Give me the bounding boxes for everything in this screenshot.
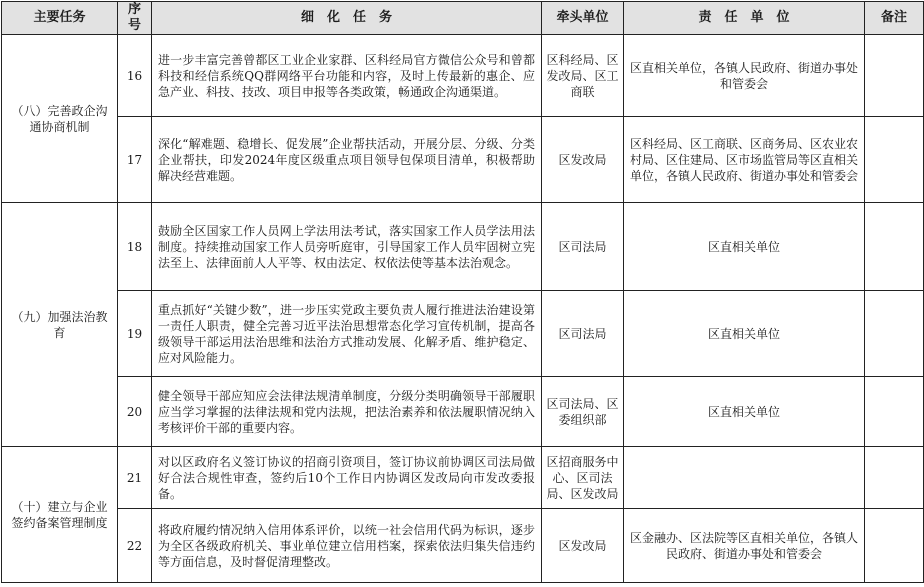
lead-unit-cell: 区司法局 — [542, 203, 624, 291]
lead-unit-cell: 区司法局、区委组织部 — [542, 377, 624, 447]
main-task-cell: （八）完善政企沟通协商机制 — [2, 35, 118, 203]
table-row — [2, 377, 924, 447]
table-row — [2, 117, 924, 203]
table-row — [2, 447, 924, 509]
main-task-cell: （九）加强法治教育 — [2, 203, 118, 447]
note-cell — [865, 35, 924, 117]
main-task-cell: （十）建立与企业签约备案管理制度 — [2, 447, 118, 583]
header-lead: 牵头单位 — [542, 2, 624, 35]
table-row — [2, 291, 924, 377]
responsible-unit-cell: 区直相关单位 — [624, 203, 865, 291]
responsible-unit-cell: 区直相关单位 — [624, 291, 865, 377]
responsible-unit-cell — [624, 447, 865, 509]
detail-cell: 健全领导干部应知应会法律法规清单制度，分级分类明确领导干部履职应当学习掌握的法律法规和党内法规，把法治素养和依法履职情况纳入考核评价干部的重要内容。 — [152, 377, 542, 447]
note-cell — [865, 203, 924, 291]
seq-cell: 20 — [118, 377, 152, 447]
seq-cell: 21 — [118, 447, 152, 509]
detail-cell: 深化“解难题、稳增长、促发展”企业帮扶活动，开展分层、分级、分类企业帮扶，印发2024年度区级重点项目领导包保项目清单，积极帮助解决经营难题。 — [152, 117, 542, 203]
detail-cell: 对以区政府名义签订协议的招商引资项目，签订协议前协调区司法局做好合法合规性审查，签约后10个工作日内协调区发改局向市发改委报备。 — [152, 447, 542, 509]
detail-cell: 进一步丰富完善曾都区工业企业家群、区科经局官方微信公众号和曾都科技和经信系统QQ群网络平台功能和内容，及时上传最新的惠企、应急产业、科技、技改、项目申报等各类政策，畅通政企沟通渠道。 — [152, 35, 542, 117]
responsible-unit-cell: 区科经局、区工商联、区商务局、区农业农村局、区住建局、区市场监管局等区直相关单位，各镇人民政府、街道办事处和管委会 — [624, 117, 865, 203]
lead-unit-cell: 区发改局 — [542, 509, 624, 583]
responsible-unit-cell: 区直相关单位 — [624, 377, 865, 447]
seq-cell: 22 — [118, 509, 152, 583]
responsible-unit-cell: 区直相关单位，各镇人民政府、街道办事处和管委会 — [624, 35, 865, 117]
responsible-unit-cell: 区金融办、区法院等区直相关单位，各镇人民政府、街道办事处和管委会 — [624, 509, 865, 583]
lead-unit-cell: 区招商服务中心、区司法局、区发改局 — [542, 447, 624, 509]
header-seq: 序号 — [118, 2, 152, 35]
lead-unit-cell: 区发改局 — [542, 117, 624, 203]
detail-cell: 鼓励全区国家工作人员网上学法用法考试，落实国家工作人员学法用法制度。持续推动国家工作人员旁听庭审，引导国家工作人员牢固树立宪法至上、法律面前人人平等、权由法定、权依法使等基本法治观念。 — [152, 203, 542, 291]
note-cell — [865, 291, 924, 377]
lead-unit-cell: 区科经局、区发改局、区工商联 — [542, 35, 624, 117]
header-detail: 细 化 任 务 — [152, 2, 542, 35]
note-cell — [865, 447, 924, 509]
note-cell — [865, 377, 924, 447]
seq-cell: 17 — [118, 117, 152, 203]
header-row — [2, 2, 924, 35]
detail-cell: 将政府履约情况纳入信用体系评价，以统一社会信用代码为标识，逐步为全区各级政府机关、事业单位建立信用档案，探索依法归集失信违约等方面信息，及时督促清理整改。 — [152, 509, 542, 583]
note-cell — [865, 509, 924, 583]
header-note: 备注 — [865, 2, 924, 35]
seq-cell: 18 — [118, 203, 152, 291]
task-table — [1, 1, 924, 583]
table-row — [2, 35, 924, 117]
detail-cell: 重点抓好“关键少数”，进一步压实党政主要负责人履行推进法治建设第一责任人职责，健全完善习近平法治思想常态化学习宣传机制，提高各级领导干部运用法治思维和法治方式推动发展、化解矛盾、维护稳定、应对风险能力。 — [152, 291, 542, 377]
table-row — [2, 203, 924, 291]
seq-cell: 16 — [118, 35, 152, 117]
seq-cell: 19 — [118, 291, 152, 377]
note-cell — [865, 117, 924, 203]
header-task: 主要任务 — [2, 2, 118, 35]
table-row — [2, 509, 924, 583]
lead-unit-cell: 区司法局 — [542, 291, 624, 377]
header-resp: 责 任 单 位 — [624, 2, 865, 35]
